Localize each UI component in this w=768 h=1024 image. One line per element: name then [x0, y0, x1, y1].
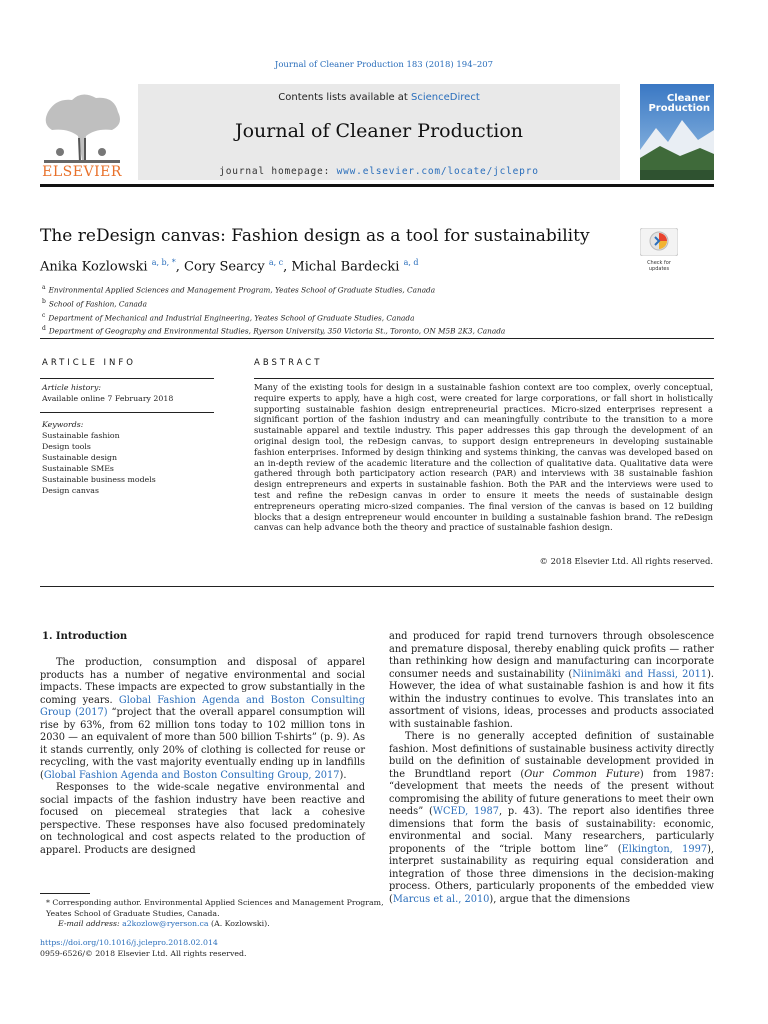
- section-rule: [40, 586, 714, 587]
- section-rule: [40, 338, 714, 339]
- affiliation-key: c: [42, 311, 46, 319]
- crossmark-icon: [640, 228, 678, 256]
- left-column: [40, 657, 365, 857]
- email-suffix: (A. Kozlowski).: [208, 919, 270, 928]
- text-run: There is no generally accepted definition of sustainable fashion. Most definitions of sustainable business activity directly build on the definition of sustainable development provided in the Brundtland report (: [389, 731, 714, 780]
- history-label: Article history:: [42, 383, 102, 392]
- author-sup[interactable]: a, c: [268, 258, 284, 267]
- article-history: [42, 382, 173, 404]
- email-line: [40, 919, 390, 930]
- paragraph: Responses to the wide-scale negative environmental and social impacts of the fashion industry have been reactive and focused on piecemeal strategies that lack a cohesive perspective. These responses have also focused predominately on technological and cost aspects related to the production of apparel. Products are designed: [40, 782, 365, 856]
- citation-link[interactable]: WCED, 1987: [432, 806, 499, 817]
- cover-title: [640, 94, 714, 114]
- doi-link[interactable]: https://doi.org/10.1016/j.jclepro.2018.02.014: [40, 938, 218, 947]
- citation-link[interactable]: Global Fashion Agenda and Boston Consulting Group, 2017: [43, 769, 340, 781]
- section-heading: 1. Introduction: [42, 631, 128, 642]
- info-rule: [40, 412, 214, 413]
- footnote-rule: [40, 893, 90, 894]
- affiliation-item: [42, 310, 505, 324]
- footnote: [40, 893, 390, 930]
- article-info-heading: ARTICLE INFO: [42, 358, 136, 368]
- paragraph: [389, 731, 714, 906]
- homepage-prefix: journal homepage:: [219, 166, 337, 177]
- citation-link[interactable]: Elkington, 1997: [621, 843, 708, 855]
- paragraph: [389, 631, 714, 731]
- author-sup[interactable]: a, d: [403, 258, 419, 267]
- journal-cover-image[interactable]: [640, 84, 714, 180]
- citation-link[interactable]: Global Fashion Agenda and Boston Consulting Group (2017): [40, 694, 365, 718]
- text-run: ).: [339, 769, 347, 781]
- text-run: , p. 43). The report also identifies three dimensions that form the basis of sustainability: economic, environmental and social. Many researchers, particularly proponents of the “triple bottom line” (: [389, 806, 714, 855]
- affiliation-item: [42, 323, 505, 337]
- text-run: The production, consumption and disposal of apparel products has a number of negative environmental and social impacts. These impacts are expected to grow substantially in the coming years.: [40, 657, 365, 706]
- affiliation-item: [42, 296, 505, 310]
- issn-line: 0959-6526/© 2018 Elsevier Ltd. All rights reserved.: [40, 948, 247, 958]
- author-name[interactable]: Anika Kozlowski: [40, 259, 148, 275]
- check-for-updates-badge[interactable]: [640, 228, 678, 272]
- history-value: Available online 7 February 2018: [42, 394, 174, 403]
- keywords-label: Keywords:: [42, 420, 84, 429]
- affiliation-key: b: [42, 297, 46, 305]
- article-title: The reDesign canvas: Fashion design as a tool for sustainability: [40, 226, 590, 246]
- keyword-item: Design canvas: [42, 486, 99, 495]
- keyword-item: Design tools: [42, 442, 91, 451]
- keywords-block: [42, 419, 156, 496]
- affiliation-text: Department of Mechanical and Industrial Engineering, Yeates School of Graduate Studies, Canada: [48, 313, 415, 323]
- journal-reference-link[interactable]: Journal of Cleaner Production 183 (2018) 194–207: [274, 60, 494, 70]
- right-column: [389, 631, 714, 906]
- abstract-copyright: © 2018 Elsevier Ltd. All rights reserved.: [539, 556, 713, 566]
- abstract-text: Many of the existing tools for design in a sustainable fashion context are too complex, overly conceptual, require experts to apply, have a high cost, were created for large corporations, or fall short in holistically supporting sustainable fashion design entrepreneurial practices. Micro-sized enterprises represent a significant portion of the fashion industry and can meaningfully contribute to the transition to a more sustainable apparel and textile industry. This paper addresses this gap through the development of an original design tool, the reDesign canvas, to support design entrepreneurs in developing sustainable fashion enterprises. Informed by design thinking and systems thinking, the canvas was developed based on an in-depth review of the academic literature and the collection of qualitative data. Qualitative data were gathered through both participatory action research (PAR) and interviews with 38 sustainable fashion design entrepreneurs and experts in sustainable fashion. Both the PAR and the interviews were used to test and refine the reDesign canvas in order to ensure it meets the needs of sustainable design entrepreneurs operating micro-sized companies. The final version of the canvas is based on 12 building blocks that a design entrepreneur would encounter in building a sustainable fashion brand. The reDesign canvas can help advance both the theory and practice of sustainable fashion design.: [254, 382, 713, 533]
- author-name[interactable]: Cory Searcy: [184, 259, 265, 275]
- cover-title-line1: Cleaner: [666, 93, 710, 104]
- author-name[interactable]: Michal Bardecki: [291, 259, 400, 275]
- journal-title: Journal of Cleaner Production: [234, 120, 524, 142]
- text-run: and produced for rapid trend turnovers through obsolescence and premature disposal, thereby enabling quick profits — rather than rethinking how design and manufacturing can incorporate consumer needs and sustainability (: [389, 631, 714, 680]
- journal-banner: [138, 84, 620, 180]
- cover-title-line2: Production: [648, 103, 710, 114]
- affiliation-text: Department of Geography and Environmental Studies, Ryerson University, 350 Victoria St., Toronto, ON M5B 2K3, Canada: [48, 326, 506, 336]
- text-run: ) from 1987: “development that meets the needs of the present without compromising the ability of future generations to meet their own needs” (: [389, 768, 714, 817]
- keyword-item: Sustainable business models: [42, 475, 156, 484]
- affiliation-key: d: [42, 325, 46, 333]
- affiliation-list: [42, 282, 505, 337]
- contents-prefix: Contents lists available at: [278, 92, 412, 103]
- author-sup[interactable]: a, b, *: [151, 258, 176, 267]
- affiliation-text: School of Fashion, Canada: [48, 299, 147, 309]
- elsevier-logo[interactable]: [38, 88, 126, 180]
- citation-link[interactable]: Marcus et al., 2010: [392, 893, 490, 905]
- email-label: E-mail address:: [58, 919, 123, 928]
- abstract-heading: ABSTRACT: [254, 358, 323, 368]
- text-run: ). However, the idea of what sustainable fashion is and how it fits within the industry continues to evolve. This translates into an assortment of visions, ideas, processes and products associated with sustainable fashion.: [389, 668, 714, 730]
- text-run: ), argue that the dimensions: [489, 893, 630, 905]
- info-rule: [40, 378, 214, 379]
- affiliation-item: [42, 282, 505, 296]
- keyword-item: Sustainable SMEs: [42, 464, 114, 473]
- text-run: “project that the overall apparel consumption will rise by 63%, from 62 million tons today to 102 million tons in 2030 — an equivalent of more than 500 billion T-shirts” (p. 9). As it stands currently, only 20% of clothing is collected for reuse or recycling, with the vast majority eventually ending up in landfills (: [40, 707, 365, 781]
- sciencedirect-link[interactable]: ScienceDirect: [411, 92, 480, 103]
- doi-block: [40, 938, 246, 959]
- author-list: Anika Kozlowski $^{a, b, *}$, Cory Searcy $^{a, c}$, Michal Bardecki $^{a, d}$: [40, 258, 419, 275]
- crossmark-label: Check for updates: [647, 260, 671, 272]
- keyword-item: Sustainable fashion: [42, 431, 120, 440]
- affiliation-text: Environmental Applied Sciences and Management Program, Yeates School of Graduate Studies, Canada: [48, 285, 436, 295]
- citation-link[interactable]: Niinimäki and Hassi, 2011: [572, 668, 708, 680]
- text-run: Our Common Future: [524, 768, 640, 780]
- publisher-name: ELSEVIER: [42, 164, 122, 180]
- text-run: ), interpret sustainability as requiring equal consideration and integration of those three dimensions in the decision-making process. Others, particularly proponents of the embedded view (: [389, 843, 714, 905]
- affiliation-key: a: [42, 284, 46, 291]
- abstract-rule: [254, 378, 714, 379]
- header-rule: [40, 184, 714, 187]
- contents-line: [138, 92, 620, 103]
- homepage-line: [138, 166, 620, 177]
- corresponding-author-note: * Corresponding author. Environmental Applied Sciences and Management Program, Yeates School of Graduate Studies, Canada.: [46, 898, 384, 918]
- keyword-item: Sustainable design: [42, 453, 117, 462]
- homepage-link[interactable]: www.elsevier.com/locate/jclepro: [336, 166, 539, 177]
- email-link[interactable]: a2kozlow@ryerson.ca: [122, 919, 209, 928]
- paragraph: [40, 657, 365, 782]
